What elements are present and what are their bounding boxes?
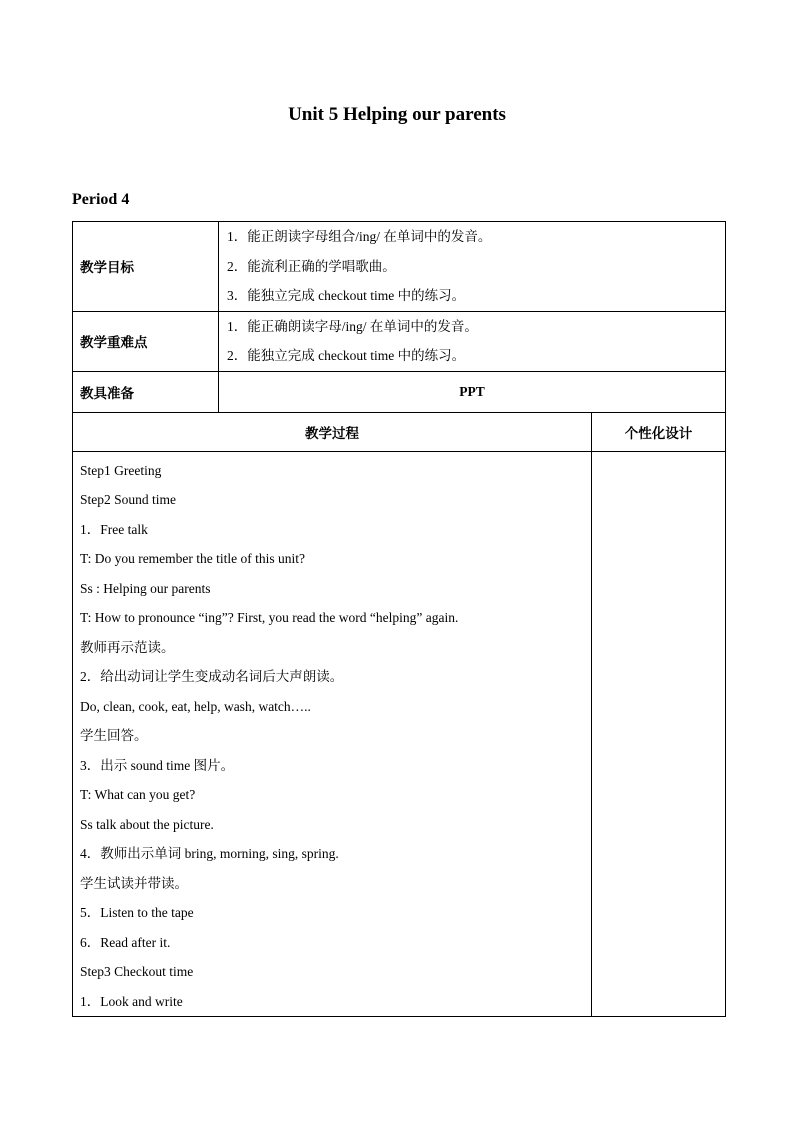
design-header: 个性化设计	[592, 412, 726, 451]
process-line: 5．Listen to the tape	[80, 905, 194, 920]
period-heading: Period 4	[72, 191, 130, 208]
objectives-label: 教学目标	[73, 222, 219, 312]
process-header-row	[73, 412, 726, 451]
process-header: 教学过程	[73, 412, 592, 451]
key-points-list	[219, 311, 726, 371]
process-line: 4．教师出示单词 bring, morning, sing, spring.	[80, 846, 339, 861]
process-line: 教师再示范读。	[80, 639, 175, 655]
process-line: 2．给出动词让学生变成动名词后大声朗读。	[80, 669, 344, 684]
process-body-row	[73, 451, 726, 1017]
process-line: T: How to pronounce “ing”? First, you read the word “helping” again.	[80, 610, 459, 625]
process-line: Step1 Greeting	[80, 462, 162, 478]
process-line: 1．Look and write	[80, 993, 183, 1009]
process-line: Ss talk about the picture.	[80, 816, 214, 832]
process-line: 学生试读并带读。	[80, 875, 188, 891]
objectives-list	[219, 222, 726, 312]
page-title: Unit 5 Helping our parents	[288, 104, 506, 125]
objective-item: 3．能独立完成 checkout time 中的练习。	[227, 288, 466, 303]
process-line: T: Do you remember the title of this unit?	[80, 551, 306, 566]
materials-value: PPT	[219, 371, 726, 412]
lesson-plan-table	[72, 221, 726, 1017]
process-line: 1．Free talk	[80, 521, 148, 537]
materials-label: 教具准备	[73, 371, 219, 412]
process-line: Step3 Checkout time	[80, 964, 194, 979]
design-column-empty	[592, 451, 726, 1017]
process-line: Do, clean, cook, eat, help, wash, watch…..	[80, 698, 311, 714]
process-line: 3．出示 sound time 图片。	[80, 757, 235, 773]
objective-item: 1．能正朗读字母组合/ing/ 在单词中的发音。	[227, 229, 492, 244]
key-point-item: 1．能正确朗读字母/ing/ 在单词中的发音。	[227, 318, 478, 334]
process-line: Step2 Sound time	[80, 492, 177, 507]
key-points-label: 教学重难点	[73, 311, 219, 371]
key-points-row	[73, 311, 726, 371]
process-line: 6．Read after it.	[80, 934, 171, 950]
process-line: 学生回答。	[80, 728, 148, 743]
process-line: T: What can you get?	[80, 787, 196, 802]
objectives-row	[73, 222, 726, 312]
materials-row	[73, 371, 726, 412]
process-content	[73, 451, 592, 1017]
objective-item: 2．能流利正确的学唱歌曲。	[227, 258, 396, 274]
process-line: Ss : Helping our parents	[80, 580, 211, 596]
key-point-item: 2．能独立完成 checkout time 中的练习。	[227, 348, 466, 363]
